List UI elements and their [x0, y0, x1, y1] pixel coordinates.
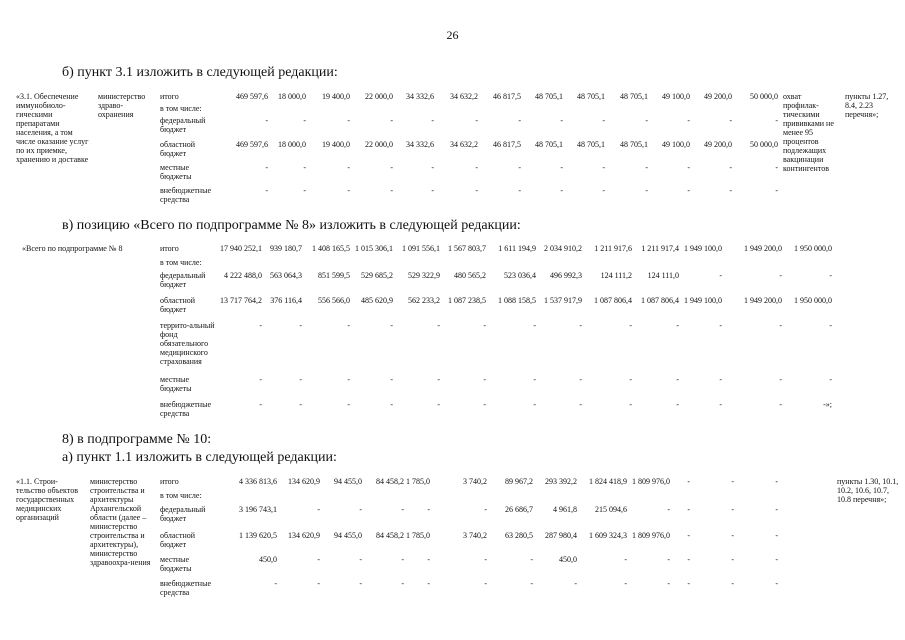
block3-row-label: местные бюджеты	[160, 555, 192, 573]
block3-cell: -	[667, 505, 670, 514]
block1-cell: -	[687, 186, 690, 195]
block2-cell: 1 949 200,0	[744, 296, 782, 305]
block3-cell: -	[359, 579, 362, 588]
block1-cell: 49 200,0	[704, 92, 732, 101]
block1-cell: 49 200,0	[704, 140, 732, 149]
block1-cell: 48 705,1	[577, 140, 605, 149]
block1-cell: 48 705,1	[577, 92, 605, 101]
block1-cell: 48 705,1	[620, 92, 648, 101]
block3-cell: -	[317, 505, 320, 514]
block3-cell: -	[667, 555, 670, 564]
block2-cell: 1 087 806,4	[641, 296, 679, 305]
block3-cell: -	[484, 505, 487, 514]
block1-cell: -	[303, 116, 306, 125]
block1-cell: 19 400,0	[322, 92, 350, 101]
block1-cell: -	[560, 116, 563, 125]
block2-cell: -	[347, 375, 350, 384]
block1-cell: 46 817,5	[493, 92, 521, 101]
block3-cell: -	[775, 579, 778, 588]
block3-cell: 4 961,8	[553, 505, 577, 514]
block1-executor: министерство здраво-охранения	[98, 92, 146, 119]
block1-cell: -	[518, 163, 521, 172]
block1-cell: -	[602, 186, 605, 195]
block3-cell: 1 609 324,3	[589, 531, 627, 540]
block1-cell: 48 705,1	[620, 140, 648, 149]
block1-cell: -	[602, 116, 605, 125]
block2-cell: 1 949 100,0	[684, 296, 722, 305]
block3-cell: -	[530, 579, 533, 588]
block3-cell: -	[427, 579, 430, 588]
block1-cell: 34 632,2	[450, 92, 478, 101]
block2-cell: -	[390, 321, 393, 330]
block1-cell: 18 000,0	[278, 140, 306, 149]
heading-item-v: в) позицию «Всего по подпрограмме № 8» изложить в следующей редакции:	[62, 218, 521, 233]
block3-cell: 450,0	[259, 555, 277, 564]
block1-cell: -	[518, 116, 521, 125]
block2-cell: -	[779, 400, 782, 409]
block2-cell: 1 091 556,1	[402, 244, 440, 253]
block2-cell: -	[533, 400, 536, 409]
block2-cell: 939 180,7	[270, 244, 302, 253]
block1-cell: -	[265, 116, 268, 125]
block2-cell: 1 087 806,4	[594, 296, 632, 305]
block2-cell: -	[779, 271, 782, 280]
block1-cell: 49 100,0	[662, 92, 690, 101]
block2-row-label: террито-альный фонд обязательного медицинского страхования	[160, 321, 215, 366]
block2-cell: 1 949 100,0	[684, 244, 722, 253]
block2-cell: -	[533, 321, 536, 330]
block1-cell: -	[687, 116, 690, 125]
block1-cell: -	[347, 186, 350, 195]
block1-cell: 22 000,0	[365, 92, 393, 101]
block2-cell: -	[719, 375, 722, 384]
block1-cell: -	[265, 186, 268, 195]
block1-cell: 34 332,6	[406, 140, 434, 149]
block2-cell: 124 111,0	[647, 271, 679, 280]
block2-cell: 4 222 488,0	[224, 271, 262, 280]
block3-row-label: федеральный бюджет	[160, 505, 206, 523]
block2-cell: -	[299, 375, 302, 384]
block3-cell: -	[359, 505, 362, 514]
block2-cell: -	[779, 375, 782, 384]
heading-item-a: а) пункт 1.1 изложить в следующей редакции:	[62, 450, 337, 465]
block3-name: «1.1. Строи-тельство объектов государственных медицинских организаций	[16, 477, 78, 522]
block2-cell: -	[299, 321, 302, 330]
block2-cell: 556 566,0	[318, 296, 350, 305]
block3-cell: -	[530, 555, 533, 564]
block2-cell: 562 233,2	[408, 296, 440, 305]
block2-cell: -	[437, 400, 440, 409]
block3-cell: -	[427, 505, 430, 514]
block1-cell: 49 100,0	[662, 140, 690, 149]
block2-cell: 17 940 252,1	[220, 244, 262, 253]
block2-cell: -	[719, 271, 722, 280]
block3-row-label: итого	[160, 477, 179, 486]
block3-cell: -	[687, 579, 690, 588]
block2-cell: -	[719, 321, 722, 330]
block2-cell: 523 036,4	[504, 271, 536, 280]
block2-cell: -	[299, 400, 302, 409]
block2-cell: 1 537 917,9	[544, 296, 582, 305]
block3-cell: 287 980,4	[545, 531, 577, 540]
block2-cell: -»;	[823, 400, 832, 409]
block2-cell: -	[829, 321, 832, 330]
block3-cell: -	[317, 555, 320, 564]
block1-cell: 50 000,0	[750, 140, 778, 149]
block1-cell: -	[729, 116, 732, 125]
block3-cell: 63 280,5	[505, 531, 533, 540]
block2-cell: 1 950 000,0	[794, 296, 832, 305]
block2-cell: 1 949 200,0	[744, 244, 782, 253]
block3-cell: -	[687, 531, 690, 540]
block2-cell: -	[347, 400, 350, 409]
block2-cell: 1 950 000,0	[794, 244, 832, 253]
block2-cell: -	[437, 375, 440, 384]
block2-cell: 13 717 764,2	[220, 296, 262, 305]
block1-cell: -	[475, 116, 478, 125]
block3-cell: -	[731, 505, 734, 514]
block2-cell: 1 087 238,5	[448, 296, 486, 305]
block1-cell: -	[560, 186, 563, 195]
block3-cell: 293 392,2	[545, 477, 577, 486]
block3-row-label: областной бюджет	[160, 531, 196, 549]
block1-cell: -	[645, 186, 648, 195]
block3-cell: 1 809 976,0	[632, 477, 670, 486]
block2-cell: 1 567 803,7	[448, 244, 486, 253]
block2-row-label: в том числе:	[160, 258, 202, 267]
block3-cell: -	[317, 579, 320, 588]
block3-cell: -	[484, 555, 487, 564]
block2-cell: 851 599,5	[318, 271, 350, 280]
block3-cell: 3 740,2	[463, 531, 487, 540]
block1-cell: -	[347, 116, 350, 125]
block1-cell: -	[518, 186, 521, 195]
block1-cell: 22 000,0	[365, 140, 393, 149]
block3-cell: -	[624, 555, 627, 564]
block3-cell: 94 455,0	[334, 531, 362, 540]
block2-cell: -	[779, 321, 782, 330]
block2-cell: 124 111,2	[600, 271, 632, 280]
block1-cell: -	[602, 163, 605, 172]
block1-cell: -	[645, 116, 648, 125]
block2-cell: 1 088 158,5	[498, 296, 536, 305]
block1-cell: -	[390, 163, 393, 172]
block1-cell: 18 000,0	[278, 92, 306, 101]
block1-cell: -	[645, 163, 648, 172]
block2-cell: -	[676, 321, 679, 330]
page-number: 26	[446, 28, 459, 42]
block3-cell: -	[731, 531, 734, 540]
block3-cell: -	[667, 579, 670, 588]
heading-subprogram-10: 8) в подпрограмме № 10:	[62, 432, 212, 447]
block3-cell: 1 824 418,9	[589, 477, 627, 486]
block3-cell: -	[731, 555, 734, 564]
block1-cell: -	[560, 163, 563, 172]
block2-cell: 376 116,4	[270, 296, 302, 305]
block3-cell: -	[731, 477, 734, 486]
block1-row-label: местные бюджеты	[160, 163, 192, 181]
block3-cell: 215 094,6	[595, 505, 627, 514]
block1-cell: 50 000,0	[750, 92, 778, 101]
block3-cell: -	[401, 555, 404, 564]
block1-cell: -	[475, 186, 478, 195]
block3-cell: 1 809 976,0	[632, 531, 670, 540]
block3-cell: -	[775, 531, 778, 540]
block1-cell: 19 400,0	[322, 140, 350, 149]
block1-cell: -	[775, 163, 778, 172]
block1-cell: -	[390, 116, 393, 125]
block1-row-label: в том числе:	[160, 104, 202, 113]
block2-cell: 480 565,2	[454, 271, 486, 280]
block3-cell: 134 620,9	[288, 477, 320, 486]
block3-cell: -	[574, 579, 577, 588]
block2-cell: 1 211 917,6	[594, 244, 632, 253]
block3-cell: 26 686,7	[505, 505, 533, 514]
block3-cell: 89 967,2	[505, 477, 533, 486]
block1-cell: 34 332,6	[406, 92, 434, 101]
block2-cell: -	[483, 321, 486, 330]
block2-cell: -	[829, 375, 832, 384]
block3-cell: -	[484, 579, 487, 588]
block2-cell: -	[676, 375, 679, 384]
block3-cell: -	[687, 555, 690, 564]
block1-cell: 46 817,5	[493, 140, 521, 149]
block2-cell: -	[579, 375, 582, 384]
block3-cell: 450,0	[559, 555, 577, 564]
block2-cell: -	[259, 321, 262, 330]
block1-row-label: федеральный бюджет	[160, 116, 206, 134]
block3-cell: 3 196 743,1	[239, 505, 277, 514]
block1-cell: 48 705,1	[535, 140, 563, 149]
block1-cell: -	[475, 163, 478, 172]
block3-cell: -	[274, 579, 277, 588]
block1-cell: -	[390, 186, 393, 195]
block2-cell: 529 322,9	[408, 271, 440, 280]
block3-cell: -	[775, 477, 778, 486]
block1-cell: 34 632,2	[450, 140, 478, 149]
block1-cell: -	[775, 116, 778, 125]
block1-cell: -	[303, 163, 306, 172]
block1-name: «3.1. Обеспечение иммунобиоло-гическими препаратами населения, а том числе оказание услуг по их приемке, хранению и доставке	[16, 92, 89, 164]
block2-row-label: федеральный бюджет	[160, 271, 206, 289]
block2-cell: 496 992,3	[550, 271, 582, 280]
block1-indicator: охват профилак-тическими прививками не менее 95 процентов подлежащих вакцинации контингентов	[783, 92, 834, 173]
block1-row-label: областной бюджет	[160, 140, 196, 158]
block3-cell: -	[731, 579, 734, 588]
block1-row-label: итого	[160, 92, 179, 101]
block2-cell: -	[390, 375, 393, 384]
block3-cell: -	[775, 505, 778, 514]
block3-cell: 134 620,9	[288, 531, 320, 540]
block3-cell: -	[624, 579, 627, 588]
block1-cell: -	[347, 163, 350, 172]
block2-cell: -	[579, 321, 582, 330]
block3-cell: 84 458,2	[376, 531, 404, 540]
block2-cell: 2 034 910,2	[544, 244, 582, 253]
block3-cell: -	[401, 579, 404, 588]
block2-row-label: областной бюджет	[160, 296, 196, 314]
block2-cell: -	[259, 375, 262, 384]
block2-cell: 1 408 165,5	[312, 244, 350, 253]
block1-cell: 469 597,6	[236, 92, 268, 101]
block2-cell: 529 685,2	[361, 271, 393, 280]
block1-row-label: внебюджетные средства	[160, 186, 211, 204]
block3-row-label: в том числе:	[160, 491, 202, 500]
block2-cell: -	[579, 400, 582, 409]
block2-cell: 485 620,9	[361, 296, 393, 305]
block2-cell: 563 064,3	[270, 271, 302, 280]
block1-cell: -	[303, 186, 306, 195]
block3-reference: пункты 1.30, 10.1, 10.2, 10.6, 10.7, 10.8 перечня»;	[837, 477, 899, 504]
block1-cell: -	[431, 116, 434, 125]
block3-cell: 94 455,0	[334, 477, 362, 486]
block2-cell: 1 611 194,9	[498, 244, 536, 253]
block1-cell: -	[431, 163, 434, 172]
block2-cell: -	[719, 400, 722, 409]
block1-cell: 48 705,1	[535, 92, 563, 101]
block3-row-label: внебюджетные средства	[160, 579, 211, 597]
block3-cell: 1 785,0	[406, 477, 430, 486]
block2-row-label: местные бюджеты	[160, 375, 192, 393]
block3-cell: -	[687, 477, 690, 486]
block3-cell: -	[401, 505, 404, 514]
block3-cell: 1 785,0	[406, 531, 430, 540]
block2-row-label: внебюджетные средства	[160, 400, 211, 418]
block1-cell: 469 597,6	[236, 140, 268, 149]
block3-cell: -	[427, 555, 430, 564]
block3-cell: 1 139 620,5	[239, 531, 277, 540]
heading-item-b: б) пункт 3.1 изложить в следующей редакции:	[62, 65, 338, 80]
block2-cell: -	[483, 375, 486, 384]
block2-cell: 1 211 917,4	[641, 244, 679, 253]
block2-cell: 1 015 306,1	[355, 244, 393, 253]
block2-cell: -	[629, 400, 632, 409]
block2-cell: -	[629, 375, 632, 384]
block3-cell: -	[359, 555, 362, 564]
block3-cell: -	[687, 505, 690, 514]
block2-cell: -	[259, 400, 262, 409]
block2-cell: -	[390, 400, 393, 409]
block2-cell: -	[676, 400, 679, 409]
block1-cell: -	[775, 186, 778, 195]
block3-executor: министерство строительства и архитектуры Архангельской области (далее – министерство строительства и архитектуры), министерство здравоохра-нения	[90, 477, 151, 567]
block1-cell: -	[729, 186, 732, 195]
block2-cell: -	[829, 271, 832, 280]
block3-cell: 84 458,2	[376, 477, 404, 486]
block2-cell: -	[483, 400, 486, 409]
block2-row-label: итого	[160, 244, 179, 253]
block1-cell: -	[431, 186, 434, 195]
block1-cell: -	[687, 163, 690, 172]
block1-cell: -	[729, 163, 732, 172]
block2-cell: -	[533, 375, 536, 384]
block1-reference: пункты 1.27, 8.4, 2.23 перечня»;	[845, 92, 889, 119]
block2-cell: -	[437, 321, 440, 330]
block2-cell: -	[347, 321, 350, 330]
block3-cell: 3 740,2	[463, 477, 487, 486]
block3-cell: -	[775, 555, 778, 564]
block2-name: «Всего по подпрограмме № 8	[22, 244, 123, 253]
block1-cell: -	[265, 163, 268, 172]
block3-cell: 4 336 813,6	[239, 477, 277, 486]
block2-cell: -	[629, 321, 632, 330]
